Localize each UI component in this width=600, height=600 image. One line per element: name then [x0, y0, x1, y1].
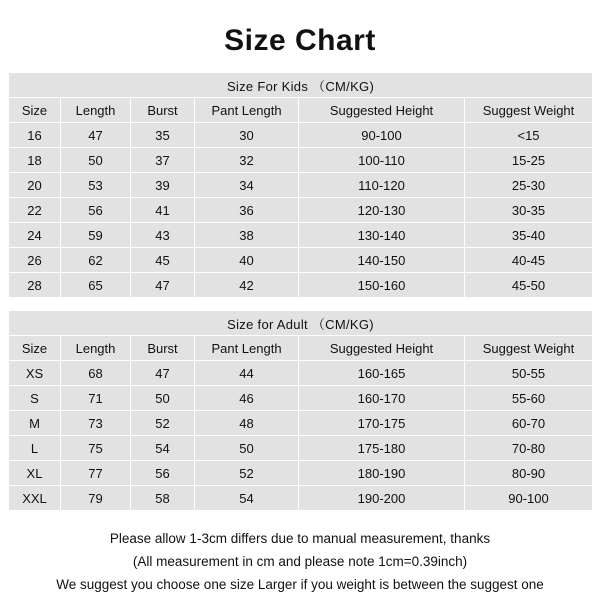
cell-pant-length: 40 [195, 248, 299, 273]
kids-col-pant-length: Pant Length [195, 98, 299, 123]
cell-pant-length: 34 [195, 173, 299, 198]
table-row [9, 248, 593, 273]
cell-suggest-weight: 15-25 [465, 148, 593, 173]
cell-size: 18 [9, 148, 61, 173]
cell-pant-length: 38 [195, 223, 299, 248]
cell-burst: 43 [131, 223, 195, 248]
cell-pant-length: 52 [195, 461, 299, 486]
table-spacer [0, 298, 600, 310]
table-row [9, 436, 593, 461]
adult-size-chart [8, 310, 592, 511]
cell-suggested-height: 160-165 [299, 361, 465, 386]
note-line-3: We suggest you choose one size Larger if you weight is between the suggest one [56, 577, 544, 592]
cell-size: 16 [9, 123, 61, 148]
adult-col-length: Length [61, 336, 131, 361]
cell-burst: 56 [131, 461, 195, 486]
cell-burst: 58 [131, 486, 195, 511]
cell-size: S [9, 386, 61, 411]
table-row [9, 386, 593, 411]
cell-length: 47 [61, 123, 131, 148]
note-line-2: (All measurement in cm and please note 1cm=0.39inch) [132, 554, 468, 569]
adult-col-suggest-weight: Suggest Weight [465, 336, 593, 361]
cell-size: XS [9, 361, 61, 386]
kids-size-chart [8, 72, 592, 298]
adult-band-label: Size for Adult （CM/KG) [9, 311, 593, 336]
cell-suggested-height: 180-190 [299, 461, 465, 486]
cell-length: 59 [61, 223, 131, 248]
adult-table-header-row [9, 336, 593, 361]
cell-pant-length: 30 [195, 123, 299, 148]
cell-length: 73 [61, 411, 131, 436]
cell-size: L [9, 436, 61, 461]
adult-table-band [9, 311, 593, 336]
cell-suggest-weight: 35-40 [465, 223, 593, 248]
cell-suggest-weight: 25-30 [465, 173, 593, 198]
cell-burst: 45 [131, 248, 195, 273]
table-row [9, 411, 593, 436]
table-row [9, 198, 593, 223]
table-row [9, 461, 593, 486]
kids-table-header-row [9, 98, 593, 123]
cell-size: XXL [9, 486, 61, 511]
kids-col-size: Size [9, 98, 61, 123]
cell-length: 56 [61, 198, 131, 223]
cell-burst: 50 [131, 386, 195, 411]
adult-col-burst: Burst [131, 336, 195, 361]
cell-burst: 41 [131, 198, 195, 223]
page-title: Size Chart [224, 24, 376, 57]
cell-suggested-height: 170-175 [299, 411, 465, 436]
note-line-1: Please allow 1-3cm differs due to manual measurement, thanks [109, 531, 491, 546]
adult-table [8, 310, 593, 511]
table-row [9, 148, 593, 173]
cell-pant-length: 46 [195, 386, 299, 411]
table-row [9, 361, 593, 386]
cell-suggested-height: 160-170 [299, 386, 465, 411]
cell-size: 28 [9, 273, 61, 298]
kids-table-band [9, 73, 593, 98]
cell-pant-length: 54 [195, 486, 299, 511]
cell-pant-length: 32 [195, 148, 299, 173]
kids-band-label: Size For Kids （CM/KG) [9, 73, 593, 98]
cell-suggest-weight: 60-70 [465, 411, 593, 436]
cell-suggest-weight: 45-50 [465, 273, 593, 298]
adult-col-size: Size [9, 336, 61, 361]
cell-suggest-weight: 55-60 [465, 386, 593, 411]
cell-suggested-height: 90-100 [299, 123, 465, 148]
kids-col-burst: Burst [131, 98, 195, 123]
cell-suggested-height: 190-200 [299, 486, 465, 511]
cell-pant-length: 48 [195, 411, 299, 436]
cell-length: 71 [61, 386, 131, 411]
cell-suggested-height: 150-160 [299, 273, 465, 298]
cell-length: 68 [61, 361, 131, 386]
table-row [9, 123, 593, 148]
measurement-notes [0, 527, 600, 596]
cell-length: 62 [61, 248, 131, 273]
cell-suggested-height: 130-140 [299, 223, 465, 248]
cell-burst: 47 [131, 361, 195, 386]
table-row [9, 486, 593, 511]
kids-col-suggest-weight: Suggest Weight [465, 98, 593, 123]
cell-suggest-weight: 40-45 [465, 248, 593, 273]
cell-suggest-weight: 50-55 [465, 361, 593, 386]
cell-suggested-height: 110-120 [299, 173, 465, 198]
cell-suggest-weight: 80-90 [465, 461, 593, 486]
cell-pant-length: 36 [195, 198, 299, 223]
kids-col-length: Length [61, 98, 131, 123]
table-row [9, 273, 593, 298]
cell-size: 20 [9, 173, 61, 198]
cell-suggested-height: 140-150 [299, 248, 465, 273]
cell-size: 26 [9, 248, 61, 273]
cell-pant-length: 42 [195, 273, 299, 298]
cell-suggested-height: 175-180 [299, 436, 465, 461]
cell-suggested-height: 120-130 [299, 198, 465, 223]
cell-suggest-weight: 70-80 [465, 436, 593, 461]
cell-size: M [9, 411, 61, 436]
cell-suggested-height: 100-110 [299, 148, 465, 173]
cell-length: 77 [61, 461, 131, 486]
cell-length: 53 [61, 173, 131, 198]
cell-suggest-weight: 30-35 [465, 198, 593, 223]
table-row [9, 173, 593, 198]
table-row [9, 223, 593, 248]
cell-length: 65 [61, 273, 131, 298]
cell-pant-length: 50 [195, 436, 299, 461]
cell-size: 22 [9, 198, 61, 223]
cell-length: 75 [61, 436, 131, 461]
kids-col-suggested-height: Suggested Height [299, 98, 465, 123]
cell-length: 79 [61, 486, 131, 511]
cell-burst: 47 [131, 273, 195, 298]
cell-burst: 39 [131, 173, 195, 198]
adult-col-pant-length: Pant Length [195, 336, 299, 361]
cell-size: 24 [9, 223, 61, 248]
cell-burst: 35 [131, 123, 195, 148]
cell-suggest-weight: 90-100 [465, 486, 593, 511]
cell-suggest-weight: <15 [465, 123, 593, 148]
cell-burst: 37 [131, 148, 195, 173]
cell-burst: 54 [131, 436, 195, 461]
kids-table [8, 72, 593, 298]
cell-pant-length: 44 [195, 361, 299, 386]
cell-burst: 52 [131, 411, 195, 436]
cell-size: XL [9, 461, 61, 486]
adult-col-suggested-height: Suggested Height [299, 336, 465, 361]
cell-length: 50 [61, 148, 131, 173]
